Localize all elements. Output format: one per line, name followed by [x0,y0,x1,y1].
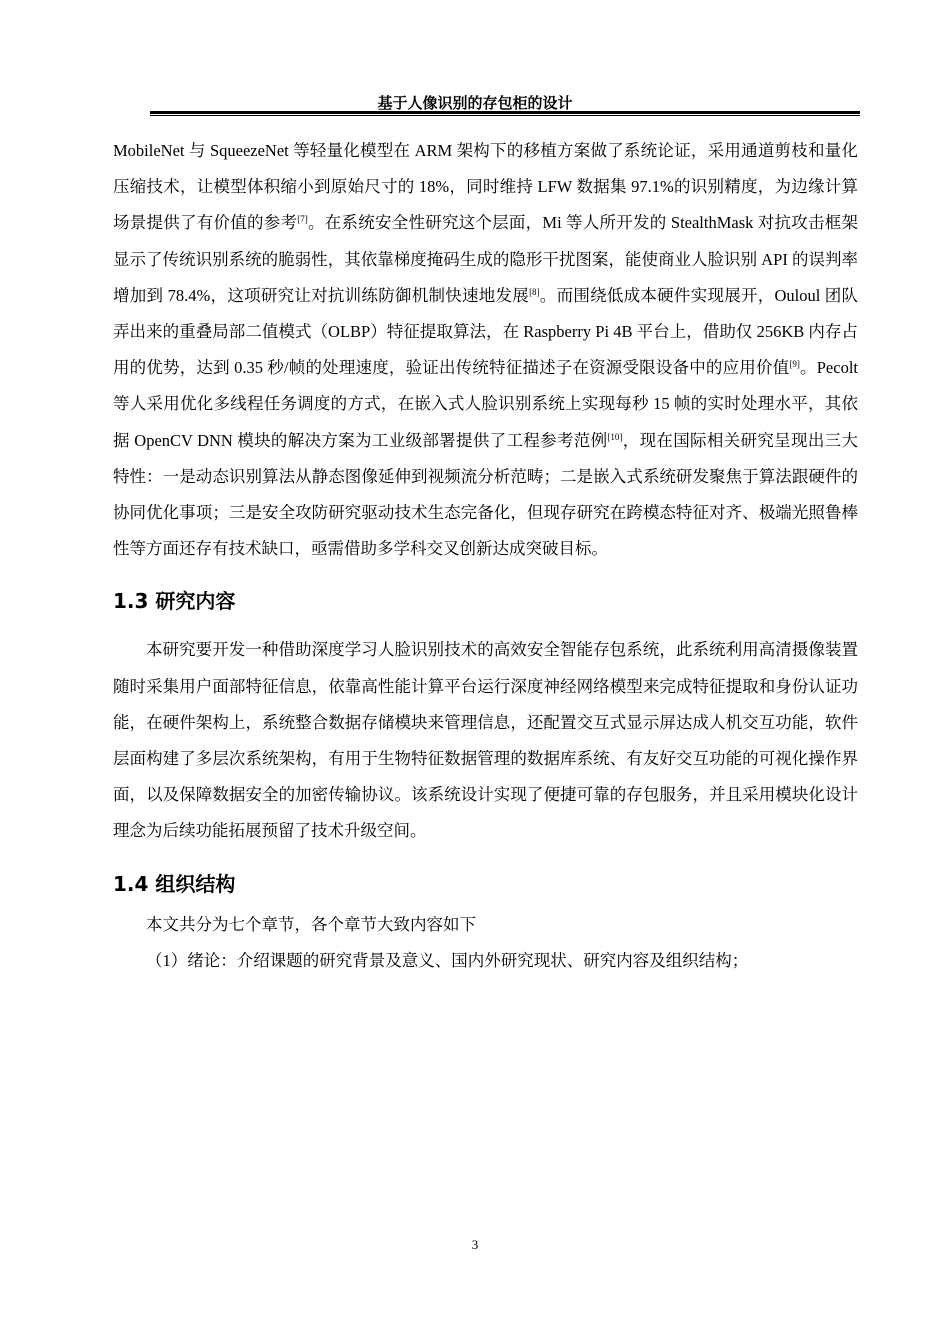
citation-9: [9] [789,359,800,370]
page-number: 3 [471,1237,479,1252]
page-body [113,133,858,979]
structure-intro: 本文共分为七个章节，各个章节大致内容如下 [146,914,476,934]
intro-text-part-1: MobileNet 与 SqueezeNet 等轻量化模型在 ARM 架构下的移植方案做了系统论证，采用通道剪枝和量化压缩技术，让模型体积缩小到原始尺寸的 18%，同时维持 LFW 数据集 97.1%的识别精度，为边缘计算场景提供了有价值的参考 [113,141,858,233]
intro-text-part-5: ，现在国际相关研究呈现出三大特性：一是动态识别算法从静态图像延伸到视频流分析范畴；二是嵌入式系统研发聚焦于算法跟硬件的协同优化事项；三是安全攻防研究驱动技术生态完备化，但现存研究在跨模态特征对齐、极端光照鲁棒性等方面还存有技术缺口，亟需借助多学科交叉创新达成突破目标。 [113,430,858,559]
header-rule [150,111,860,116]
intro-text-part-3: 。而围绕低成本硬件实现展开，Ouloul 团队弄出来的重叠局部二值模式（OLBP）特征提取算法，在 Raspberry Pi 4B 平台上，借助仅 256KB 内存占用的优势，达到 0.35 秒/帧的处理速度，验证出传统特征描述子在资源受限设备中的应用价值 [113,285,858,378]
section-heading-1-4: 1.4 组织结构 [113,871,236,896]
chapter-list-item: （1）绪论：介绍课题的研究背景及意义、国内外研究现状、研究内容及组织结构； [146,950,749,970]
intro-text-part-2: 。在系统安全性研究这个层面，Mi 等人所开发的 StealthMask 对抗攻击框架显示了传统识别系统的脆弱性，其依靠梯度掩码生成的隐形干扰图案，能使商业人脸识别 API 的误判率增加到 78.4%，这项研究让对抗训练防御机制快速地发展 [113,213,859,305]
citation-7: [7] [297,214,308,225]
intro-text-part-4: 。Pecolt 等人采用优化多线程任务调度的方式，在嵌入式人脸识别系统上实现每秒 15 帧的实时处理水平，其依据 OpenCV DNN 模块的解决方案为工业级部署提供了工程参考范例 [113,358,858,450]
intro-paragraph [113,133,858,567]
citation-10: [10] [607,431,623,442]
research-content-paragraph: 本研究要开发一种借助深度学习人脸识别技术的高效安全智能存包系统，此系统利用高清摄像装置随时采集用户面部特征信息，依靠高性能计算平台运行深度神经网络模型来完成特征提取和身份认证功能，在硬件架构上，系统整合数据存储模块来管理信息，还配置交互式显示屏达成人机交互功能，软件层面构建了多层次系统架构，有用于生物特征数据管理的数据库系统、有友好交互功能的可视化操作界面，以及保障数据安全的加密传输协议。该系统设计实现了便捷可靠的存包服务，并且采用模块化设计理念为后续功能拓展预留了技术升级空间。 [113,640,858,841]
citation-8: [8] [529,286,540,297]
section-heading-1-3: 1.3 研究内容 [113,589,236,614]
running-header-title: 基于人像识别的存包柜的设计 [377,94,573,112]
